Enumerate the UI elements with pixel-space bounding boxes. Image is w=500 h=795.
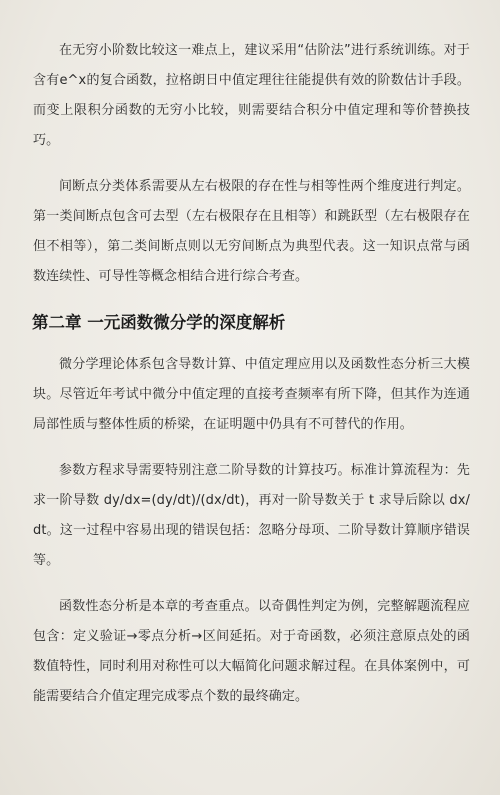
paragraph-parametric-derivative: 参数方程求导需要特别注意二阶导数的计算技巧。标准计算流程为：先求一阶导数 dy/dx=(dy/dt)/(dx/dt)，再对一阶导数关于 t 求导后除以 dx/dt。这一过程中容易出现的错误包括：忽略分母项、二阶导数计算顺序错误等。 xyxy=(33,463,470,568)
paragraph-discontinuity-classification: 间断点分类体系需要从左右极限的存在性与相等性两个维度进行判定。第一类间断点包含可去型（左右极限存在且相等）和跳跃型（左右极限存在但不相等），第二类间断点则以无穷间断点为典型代表。这一知识点常与函数连续性、可导性等概念相结合进行综合考查。 xyxy=(33,179,470,284)
paragraph-differential-overview: 微分学理论体系包含导数计算、中值定理应用以及函数性态分析三大模块。尽管近年考试中微分中值定理的直接考查频率有所下降，但其作为连通局部性质与整体性质的桥梁，在证明题中仍具有不可替代的作用。 xyxy=(33,357,470,432)
chapter-title: 第二章 一元函数微分学的深度解析 xyxy=(32,313,286,332)
paragraph-function-behavior: 函数性态分析是本章的考查重点。以奇偶性判定为例，完整解题流程应包含：定义验证→零点分析→区间延拓。对于奇函数，必须注意原点处的函数值特性，同时利用对称性可以大幅简化问题求解过程。在具体案例中，可能需要结合介值定理完成零点个数的最终确定。 xyxy=(33,599,470,704)
paragraph-infinitesimal-order: 在无穷小阶数比较这一难点上，建议采用“估阶法”进行系统训练。对于含有e^x的复合函数，拉格朗日中值定理往往能提供有效的阶数估计手段。而变上限积分函数的无穷小比较，则需要结合积分中值定理和等价替换技巧。 xyxy=(33,43,470,148)
